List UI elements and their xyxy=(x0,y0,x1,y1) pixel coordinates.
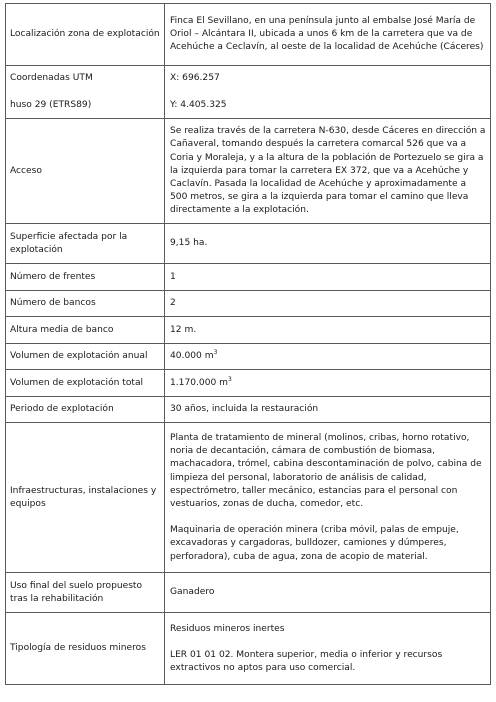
table-row xyxy=(6,613,491,685)
value-uso-final: Ganadero xyxy=(165,573,491,613)
table-row xyxy=(6,370,491,397)
infraestructuras-planta: Planta de tratamiento de mineral (molinos, cribas, horno rotativo, noria de decantación, cámara de combustión de biomasa, machacadora, trómel, cabina descontaminación de polvo, cabina de limpieza del personal, laboratorio de análisis de calidad, espectrómetro, taller mecánico, estancias para el personal con vestuarios, zonas de ducha, comedor, etc. xyxy=(170,432,482,509)
table-row xyxy=(6,573,491,613)
label-superficie: Superficie afectada por la explotación xyxy=(6,224,165,264)
value-localizacion: Finca El Sevillano, en una península junto al embalse José María de Oriol – Alcántara II, ubicada a unos 6 km de la carretera que va de Acehúche a Ceclavín, al oeste de la localidad de Acehúche (Cáceres) xyxy=(165,4,491,66)
unit-superscript: 3 xyxy=(213,349,218,357)
label-localizacion: Localización zona de explotación xyxy=(6,4,165,66)
label-volumen-total: Volumen de explotación total xyxy=(6,370,165,397)
label-bancos: Número de bancos xyxy=(6,290,165,317)
table-row xyxy=(6,119,491,224)
value-coordenada-y: Y: 4.405.325 xyxy=(165,92,491,119)
tipologia-residuos: Residuos mineros inertes xyxy=(170,623,285,634)
label-uso-final: Uso final del suelo propuesto tras la rehabilitación xyxy=(6,573,165,613)
table-row xyxy=(6,317,491,344)
table-row xyxy=(6,92,491,119)
tipologia-ler: LER 01 01 02. Montera superior, media o inferior y recursos extractivos no aptos para uso comercial. xyxy=(170,649,443,673)
table-row xyxy=(6,4,491,66)
label-infraestructuras: Infraestructuras, instalaciones y equipos xyxy=(6,423,165,573)
value-frentes: 1 xyxy=(165,264,491,291)
table-row xyxy=(6,423,491,573)
value-periodo: 30 años, incluida la restauración xyxy=(165,396,491,423)
label-periodo: Periodo de explotación xyxy=(6,396,165,423)
mining-info-table xyxy=(5,3,491,685)
value-superficie: 9,15 ha. xyxy=(165,224,491,264)
volumen-total-number: 1.170.000 m xyxy=(170,377,229,388)
value-volumen-total xyxy=(165,370,491,397)
infraestructuras-maquinaria: Maquinaria de operación minera (criba móvil, palas de empuje, excavadoras y cargadoras, bulldozer, camiones y dúmperes, perforadora), cuba de agua, zona de acopio de material. xyxy=(170,525,459,562)
value-acceso: Se realiza través de la carretera N-630, desde Cáceres en dirección a Cañaveral, tomando después la carretera comarcal 526 que va a Coria y Moraleja, y a la altura de la población de Portezuelo se gira a la izquierda para tomar la carretera EX 372, que va a Acehúche y Caclavín. Pasada la localidad de Acehúche y aproximadamente a 500 metros, se gira a la izquierda para tomar el camino que lleva directamente a la explotación. xyxy=(165,119,491,224)
value-altura: 12 m. xyxy=(165,317,491,344)
volumen-anual-number: 40.000 m xyxy=(170,351,214,362)
value-bancos: 2 xyxy=(165,290,491,317)
label-altura: Altura media de banco xyxy=(6,317,165,344)
value-infraestructuras xyxy=(165,423,491,573)
value-coordenada-x: X: 696.257 xyxy=(165,66,491,93)
label-volumen-anual: Volumen de explotación anual xyxy=(6,343,165,370)
table-row xyxy=(6,224,491,264)
table-row xyxy=(6,264,491,291)
label-frentes: Número de frentes xyxy=(6,264,165,291)
table-row xyxy=(6,343,491,370)
value-volumen-anual xyxy=(165,343,491,370)
label-tipologia: Tipología de residuos mineros xyxy=(6,613,165,685)
value-tipologia xyxy=(165,613,491,685)
label-coordenadas: Coordenadas UTM xyxy=(6,66,165,93)
unit-superscript: 3 xyxy=(228,375,232,383)
table-row xyxy=(6,290,491,317)
table-row xyxy=(6,396,491,423)
table-row xyxy=(6,66,491,93)
label-acceso: Acceso xyxy=(6,119,165,224)
label-huso: huso 29 (ETRS89) xyxy=(6,92,165,119)
